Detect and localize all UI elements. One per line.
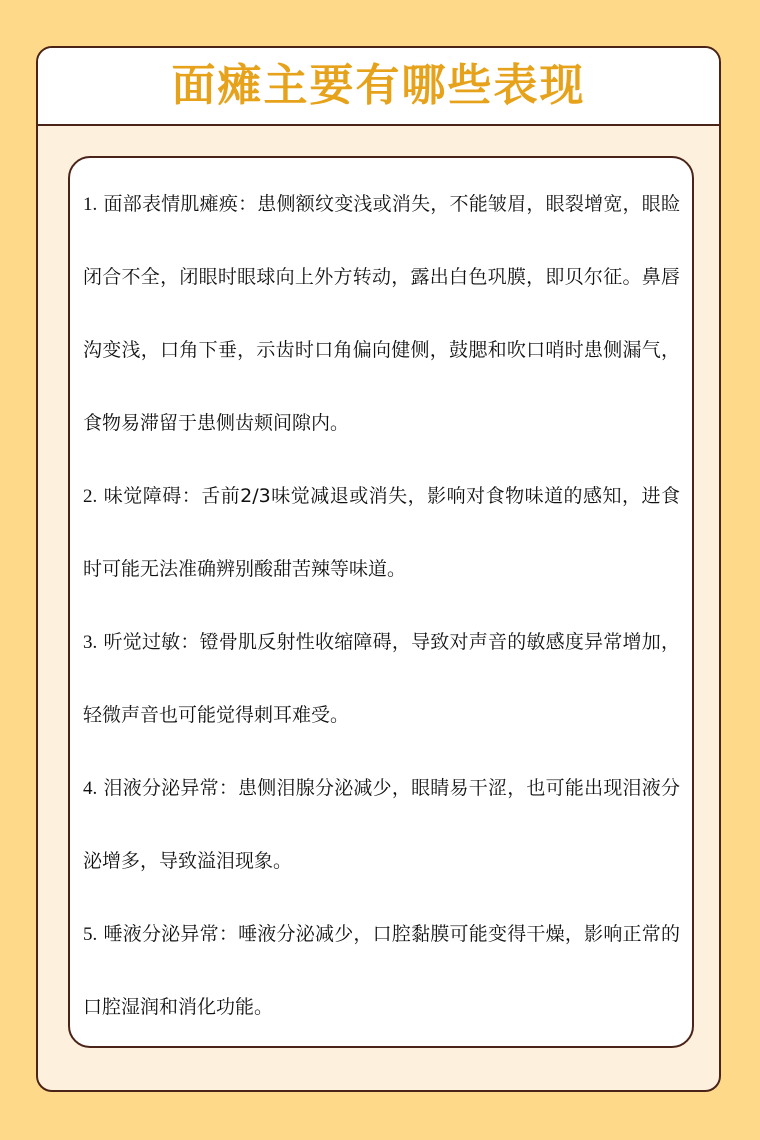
- title-header: [38, 48, 719, 126]
- item-number: 3.: [83, 632, 98, 653]
- list-item-tear-secretion: [83, 752, 680, 898]
- item-number: 1.: [83, 194, 98, 215]
- content-card: [68, 156, 694, 1048]
- list-item-facial-paralysis: [83, 168, 680, 460]
- item-number: 5.: [83, 924, 98, 945]
- list-item-hyperacusis: [83, 606, 680, 752]
- item-text: 泪液分泌异常：患侧泪腺分泌减少，眼睛易干涩，也可能出现泪液分泌增多，导致溢泪现象。: [83, 777, 680, 872]
- item-text: 面部表情肌瘫痪：患侧额纹变浅或消失，不能皱眉，眼裂增宽，眼睑闭合不全，闭眼时眼球向上外方转动，露出白色巩膜，即贝尔征。鼻唇沟变浅，口角下垂，示齿时口角偏向健侧，鼓腮和吹口哨时患侧漏气，食物易滞留于患侧齿颊间隙内。: [83, 193, 680, 434]
- item-text: 味觉障碍：舌前2/3味觉减退或消失，影响对食物味道的感知，进食时可能无法准确辨别酸甜苦辣等味道。: [83, 485, 680, 580]
- item-number: 4.: [83, 778, 98, 799]
- list-item-saliva-secretion: [83, 898, 680, 1044]
- outer-card: [36, 46, 721, 1092]
- list-item-taste-disorder: [83, 460, 680, 606]
- symptom-list: [83, 168, 680, 1044]
- item-number: 2.: [83, 486, 98, 507]
- item-text: 唾液分泌异常：唾液分泌减少，口腔黏膜可能变得干燥，影响正常的口腔湿润和消化功能。: [83, 923, 680, 1018]
- item-text: 听觉过敏：镫骨肌反射性收缩障碍，导致对声音的敏感度异常增加，轻微声音也可能觉得刺耳难受。: [83, 631, 680, 726]
- page-title: 面瘫主要有哪些表现: [171, 60, 586, 111]
